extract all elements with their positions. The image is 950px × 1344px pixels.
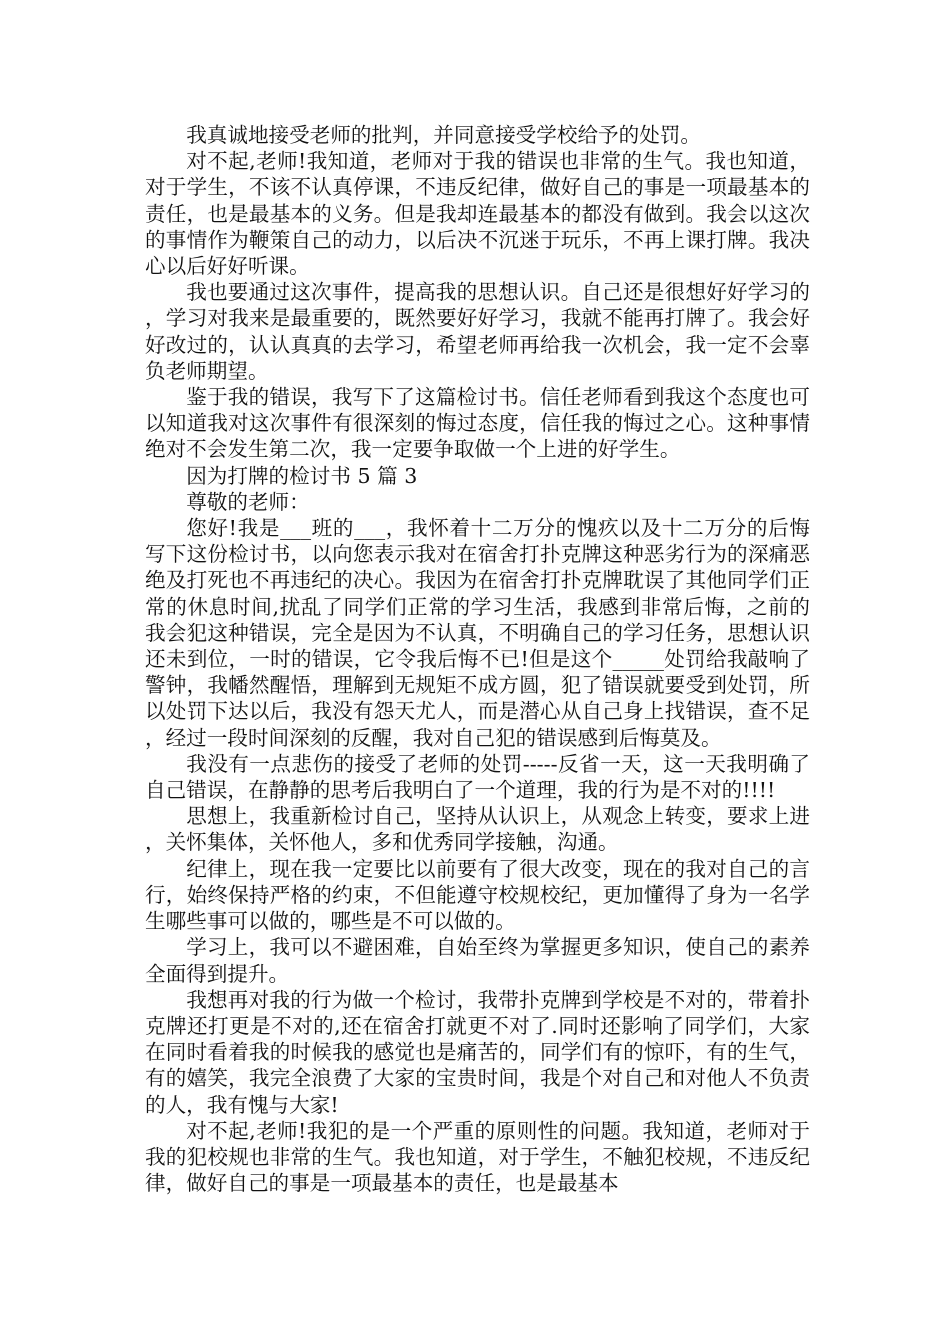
document-page: [145, 122, 810, 1196]
paragraph-apology-1: 对不起,老师!我知道，老师对于我的错误也非常的生气。我也知道，对于学生，不该不认真停课，不违反纪律，做好自己的事是一项最基本的责任，也是最基本的义务。但是我却连最基本的都没有做到。我会以这次的事情作为鞭策自己的动力，以后决不沉迷于玩乐，不再上课打牌。我决心以后好好听课。: [145, 149, 810, 279]
paragraph-apology-2: 对不起,老师!我犯的是一个严重的原则性的问题。我知道，老师对于我的犯校规也非常的生气。我也知道，对于学生，不触犯校规，不违反纪律，做好自己的事是一项最基本的责任，也是最基本: [145, 1118, 810, 1196]
paragraph-behavior: 我想再对我的行为做一个检讨，我带扑克牌到学校是不对的，带着扑克牌还打更是不对的,还在宿舍打就更不对了.同时还影响了同学们，大家在同时看着我的时候我的感觉也是痛苦的，同学们有的惊吓，有的生气，有的嬉笑，我完全浪费了大家的宝贵时间，我是个对自己和对他人不负责的人，我有愧与大家!: [145, 987, 810, 1117]
paragraph-resolve: 我也要通过这次事件，提高我的思想认识。自己还是很想好好学习的，学习对我来是最重要的，既然要好好学习，我就不能再打牌了。我会好好改过的，认认真真的去学习，希望老师再给我一次机会，我一定不会辜负老师期望。: [145, 280, 810, 383]
paragraph-discipline: 纪律上，现在我一定要比以前要有了很大改变，现在的我对自己的言行，始终保持严格的约束，不但能遵守校规校纪，更加懂得了身为一名学生哪些事可以做的，哪些是不可以做的。: [145, 856, 810, 934]
paragraph-acceptance: 我真诚地接受老师的批判，并同意接受学校给予的处罚。: [186, 123, 702, 147]
paragraph-greeting: 您好!我是___班的___，我怀着十二万分的愧疚以及十二万分的后悔写下这份检讨书，以向您表示我对在宿舍打扑克牌这种恶劣行为的深痛恶绝及打死也不再违纪的决心。我因为在宿舍打扑克牌耽误了其他同学们正常的休息时间,扰乱了同学们正常的学习生活，我感到非常后悔，之前的我会犯这种错误，完全是因为不认真，不明确自己的学习任务，思想认识还未到位，一时的错误，它令我后悔不已!但是这个_____处罚给我敲响了警钟，我幡然醒悟，理解到无规矩不成方圆，犯了错误就要受到处罚，所以处罚下达以后，我没有怨天尤人，而是潜心从自己身上找错误，查不足，经过一段时间深刻的反醒，我对自己犯的错误感到后悔莫及。: [145, 516, 810, 750]
paragraph-reflection: 我没有一点悲伤的接受了老师的处罚-----反省一天，这一天我明确了自己错误，在静静的思考后我明白了一个道理，我的行为是不对的!!!!: [145, 751, 810, 803]
salutation: 尊敬的老师：: [186, 489, 310, 514]
paragraph-conclusion: 鉴于我的错误，我写下了这篇检讨书。信任老师看到我这个态度也可以知道我对这次事件有很深刻的悔过态度，信任我的悔过之心。这种事情绝对不会发生第二次，我一定要争取做一个上进的好学生。: [145, 385, 810, 462]
paragraph-thought: 思想上，我重新检讨自己，坚持从认识上，从观念上转变，要求上进，关怀集体，关怀他人，多和优秀同学接触，沟通。: [145, 804, 810, 855]
paragraph-study: 学习上，我可以不避困难，自始至终为掌握更多知识，使自己的素养全面得到提升。: [145, 935, 810, 986]
section-heading: 因为打牌的检讨书 5 篇 3: [186, 463, 418, 488]
